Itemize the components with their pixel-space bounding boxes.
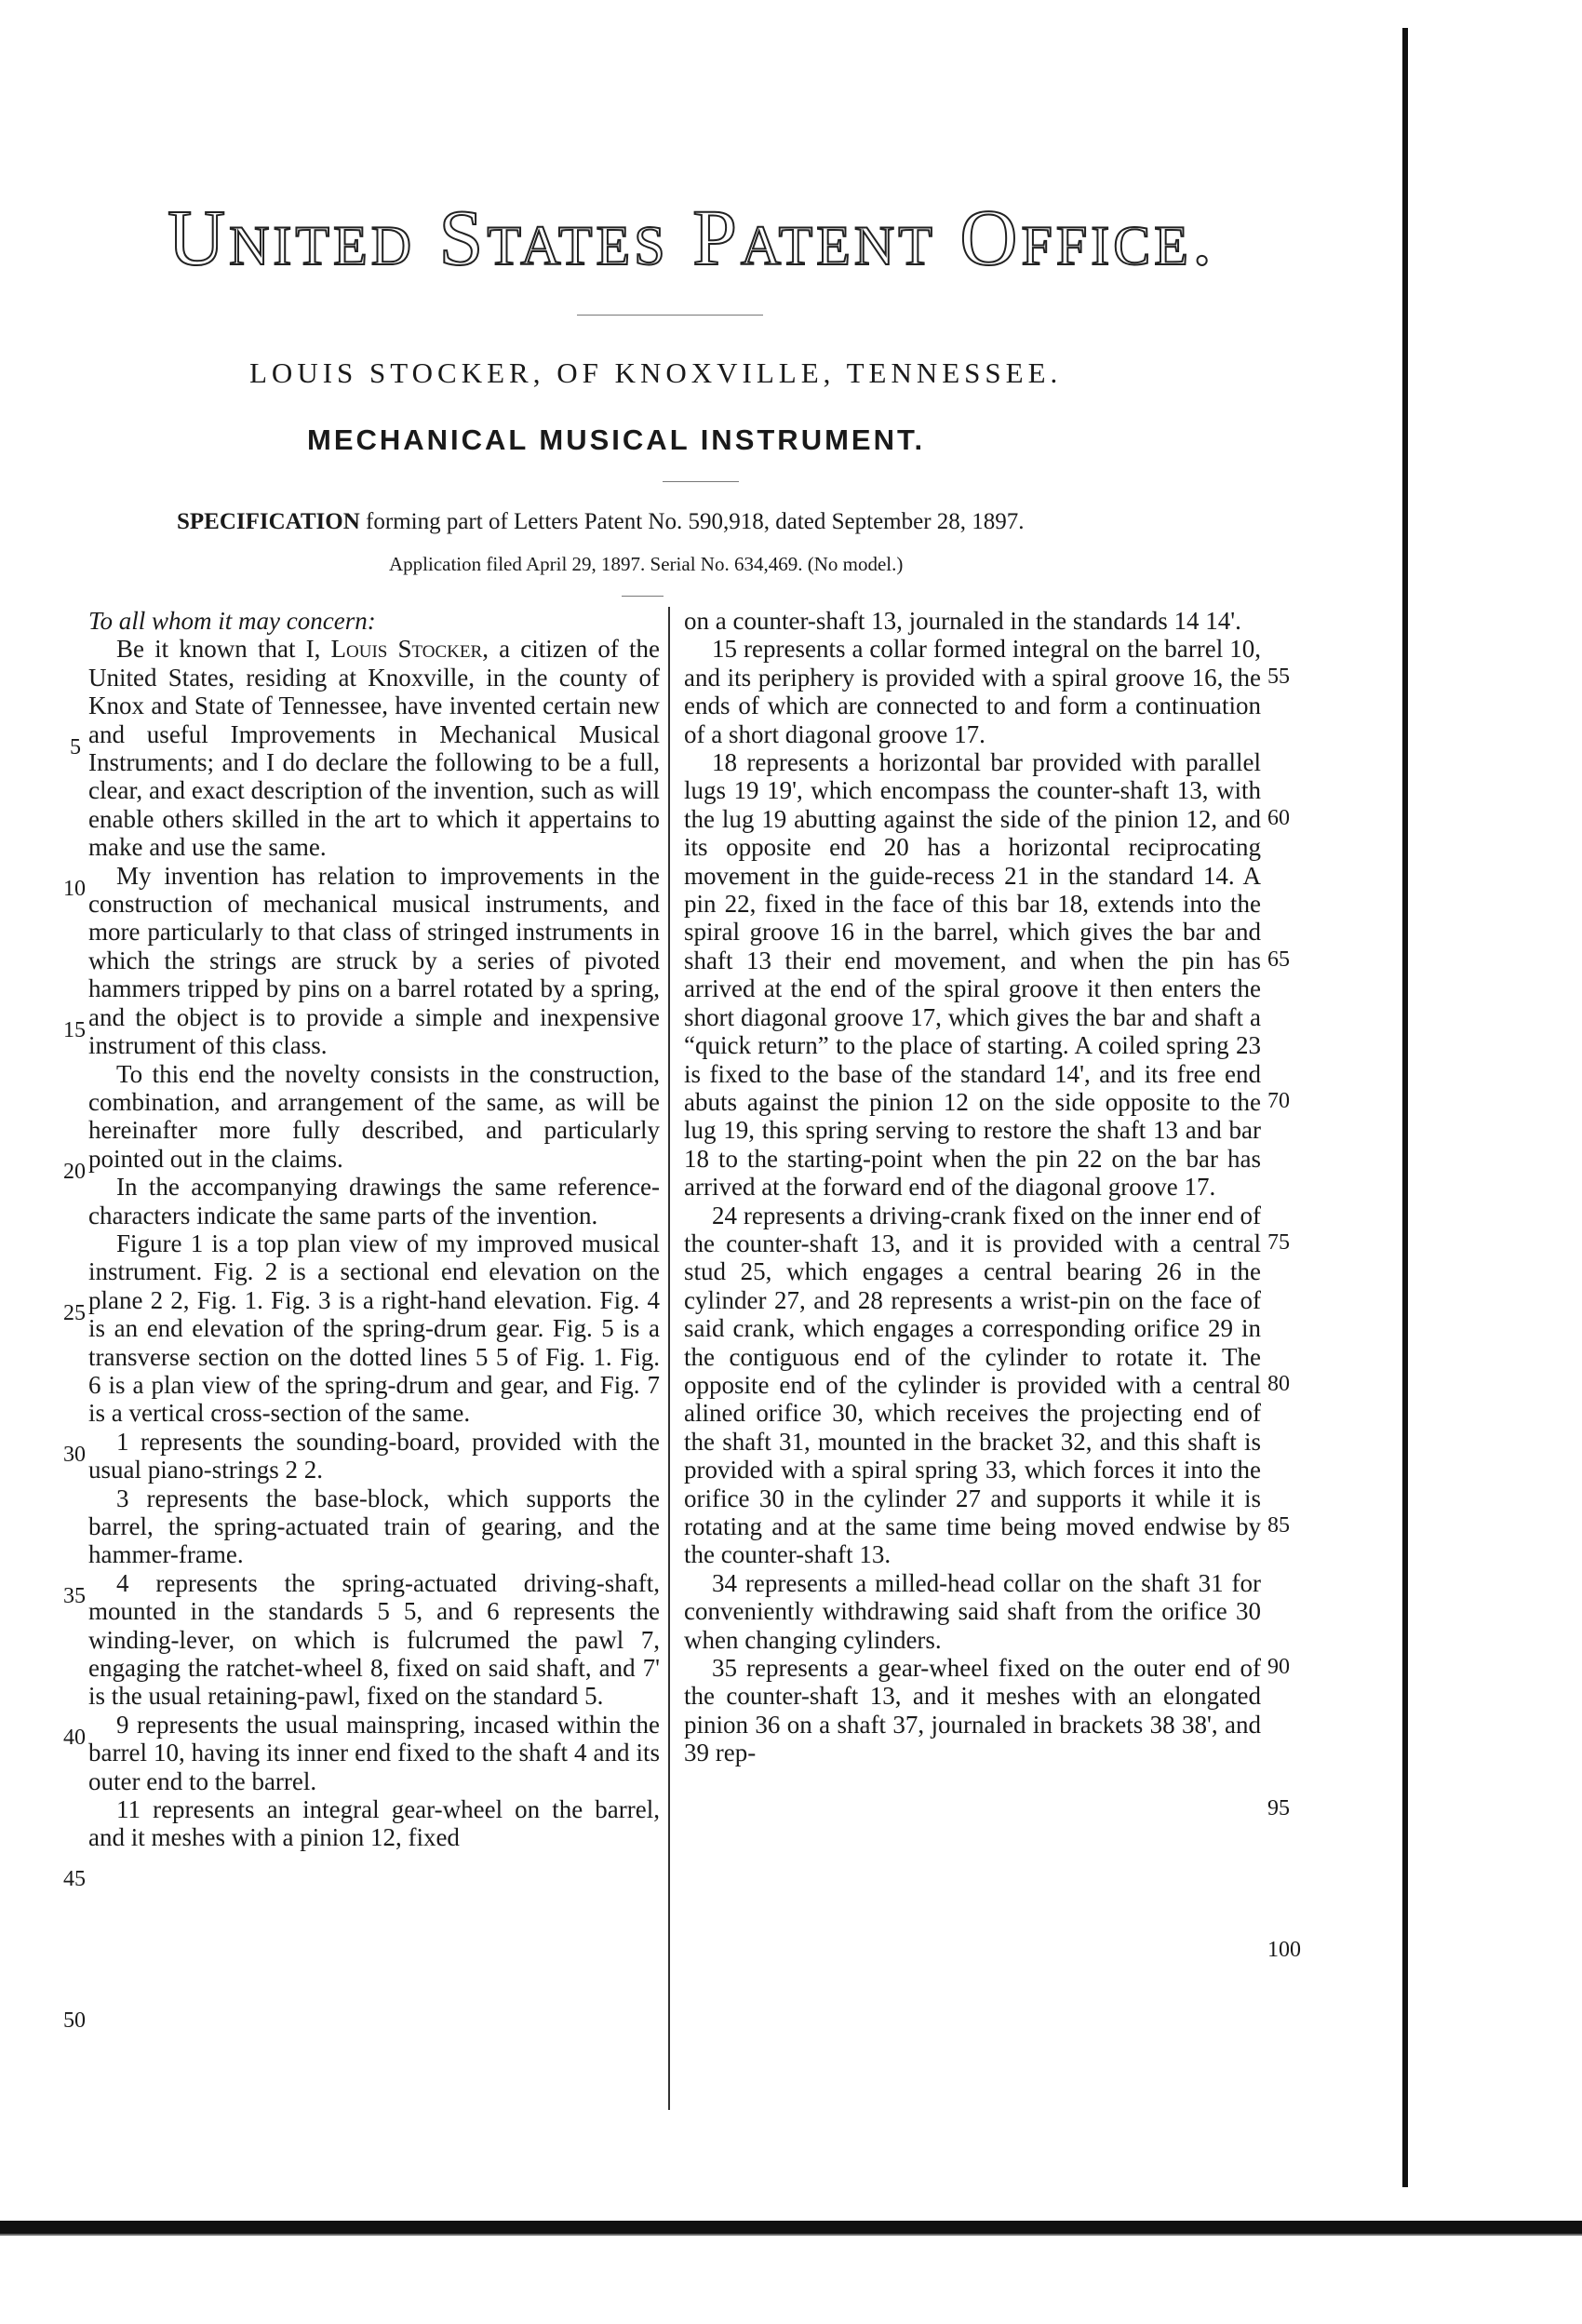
line-number: 20 [63, 1160, 86, 1184]
salutation: To all whom it may concern: [88, 607, 376, 635]
paragraph: 1 represents the sounding-board, provided with the usual piano-strings 2 2. [88, 1427, 660, 1484]
line-number: 35 [63, 1584, 86, 1608]
line-number: 60 [1267, 806, 1290, 830]
application-line: Application filed April 29, 1897. Serial No. 634,469. (No model.) [389, 553, 904, 575]
line-number: 10 [63, 877, 86, 901]
paragraph: 24 represents a driving-crank fixed on the inner end of the counter-shaft 13, and it is provided with a central stud 25, which engages a central bearing 26 in the cylinder 27, and 28 represents a wrist-pin on the face of said crank, which engages a corresponding orifice 29 in the contiguous end of the cylinder to rotate it. The opposite end of the cylinder is provided with a central alined orifice 30, which receives the projecting end of the shaft 31, mounted in the bracket 32, and this shaft is provided with a spiral spring 33, which forces it into the orifice 30 in the cylinder 27 and supports it while it is rotating and at the same time being moved endwise by the counter-shaft 13. [684, 1201, 1261, 1569]
paragraph: 15 represents a collar formed integral on the barrel 10, and its periphery is provided with a spiral groove 16, the ends of which are connected to and form a continuation of a short diagonal groove 17. [684, 635, 1261, 748]
paragraph: 4 represents the spring-actuated driving-shaft, mounted in the standards 5 5, and 6 represents the winding-lever, on which is fulcrumed the pawl 7, engaging the ratchet-wheel 8, fixed on said shaft, and 7' is the usual retaining-pawl, fixed on the standard 5. [88, 1568, 660, 1711]
line-number: 95 [1267, 1796, 1290, 1820]
text-run: Be it known that I, [116, 635, 331, 664]
paragraph: 34 represents a milled-head collar on the shaft 31 for conveniently withdrawing said shaft from the orifice 30 when changing cylinders. [684, 1568, 1261, 1654]
spec-text: forming part of Letters Patent No. 590,918, dated September 28, 1897. [359, 509, 1025, 534]
divider-rule [577, 315, 763, 316]
line-number: 70 [1267, 1089, 1290, 1113]
paragraph [88, 635, 660, 861]
left-column [88, 607, 660, 1852]
divider-rule [663, 481, 739, 482]
spec-label: SPECIFICATION [177, 509, 360, 534]
paragraph: on a counter-shaft 13, journaled in the standards 14 14'. [684, 607, 1241, 635]
line-number: 80 [1267, 1372, 1290, 1396]
line-number: 5 [70, 735, 81, 759]
paragraph: To this end the novelty consists in the construction, combination, and arrangement of the same, as will be hereinafter more fully described, and particularly pointed out in the claims. [88, 1059, 660, 1173]
line-number: 65 [1267, 947, 1290, 972]
line-number: 25 [63, 1301, 86, 1325]
text-run: , a citizen of the United States, residing at Knoxville, in the county of Knox and State of Tennessee, have invented certain new and useful Improvements in Mechanical Musical Instruments; and I do declare the following to be a full, clear, and exact description of the invention, such as will enable others skilled in the art to which it appertains to make and use the same. [88, 635, 660, 862]
right-margin-rule [1402, 28, 1408, 2187]
line-number: 90 [1267, 1655, 1290, 1679]
divider-rule [622, 596, 664, 597]
paragraph: My invention has relation to improvements in the construction of mechanical musical instruments, and more particularly to that class of stringed instruments in which the strings are struck by a series of pivoted hammers tripped by pins on a barrel rotated by a spring, and the object is to provide a simple and inexpensive instrument of this class. [88, 861, 660, 1060]
column-divider [668, 607, 670, 2110]
inventor-name: Louis Stocker [330, 635, 483, 664]
inventor-line: LOUIS STOCKER, OF KNOXVILLE, TENNESSEE. [249, 356, 1063, 389]
paragraph: 18 represents a horizontal bar provided with parallel lugs 19 19', which encompass the counter-shaft 13, with the lug 19 abutting against the side of the pinion 12, and its opposite end 20 has a horizontal reciprocating movement in the guide-recess 21 in the standard 14. A pin 22, fixed in the face of this bar 18, extends into the spiral groove 16 in the barrel, which gives the bar and shaft 13 their end movement, and when the pin has arrived at the end of the spiral groove it then enters the short diagonal groove 17, which gives the bar and shaft a “quick return” to the place of starting. A coiled spring 23 is fixed to the base of the standard 14', and its free end abuts against the pinion 12 on the side opposite to the lug 19, this spring serving to restore the shaft 13 and bar 18 to the starting-point when the pin 22 on the bar has arrived at the forward end of the diagonal groove 17. [684, 748, 1261, 1202]
line-number: 40 [63, 1726, 86, 1750]
specification-line [177, 509, 1294, 535]
paragraph: 35 represents a gear-wheel fixed on the outer end of the counter-shaft 13, and it meshes with an elongated pinion 36 on a shaft 37, journaled in brackets 38 38', and 39 rep- [684, 1654, 1261, 1767]
line-number: 45 [63, 1867, 86, 1891]
line-number: 30 [63, 1443, 86, 1467]
paragraph: In the accompanying drawings the same reference-characters indicate the same parts of the invention. [88, 1173, 660, 1229]
invention-title: MECHANICAL MUSICAL INSTRUMENT. [307, 423, 926, 456]
bottom-rule [0, 2221, 1582, 2234]
line-number: 75 [1267, 1230, 1290, 1255]
paragraph: Figure 1 is a top plan view of my improved musical instrument. Fig. 2 is a sectional end elevation on the plane 2 2, Fig. 1. Fig. 3 is a right-hand elevation. Fig. 4 is an end elevation of the spring-drum gear. Fig. 5 is a transverse section on the dotted lines 5 5 of Fig. 1. Fig. 6 is a plan view of the spring-drum and gear, and Fig. 7 is a vertical cross-section of the same. [88, 1229, 660, 1428]
paragraph: 9 represents the usual mainspring, incased within the barrel 10, having its inner end fixed to the shaft 4 and its outer end to the barrel. [88, 1710, 660, 1795]
bottom-scan-line [0, 2234, 1582, 2236]
line-number: 50 [63, 2008, 86, 2033]
right-column [684, 607, 1261, 1767]
line-number: 55 [1267, 665, 1290, 689]
office-title: United States Patent Office. [168, 193, 1216, 282]
line-number: 100 [1267, 1938, 1301, 1962]
paragraph: 11 represents an integral gear-wheel on the barrel, and it meshes with a pinion 12, fixed [88, 1795, 660, 1852]
line-number: 85 [1267, 1513, 1290, 1538]
paragraph: 3 represents the base-block, which supports the barrel, the spring-actuated train of gearing, and the hammer-frame. [88, 1484, 660, 1569]
line-number: 15 [63, 1018, 86, 1042]
